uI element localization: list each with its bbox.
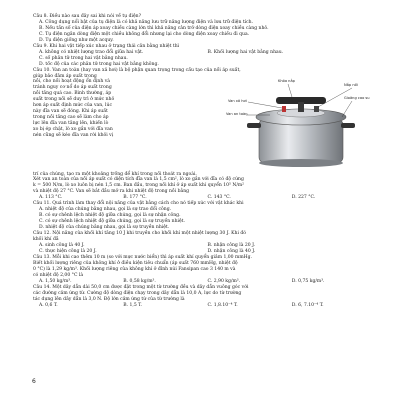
question-12-option-b: B. nhận công là 20 J. <box>207 242 255 248</box>
question-8-option-b: B. Nếu tần số của điện áp xoay chiều càng lớn thì khả năng cản trở dòng điện xoay chiều càng nhỏ. <box>39 25 269 31</box>
question-10-stem-line: trong nồi tăng cao sẽ làm cho áp <box>33 115 109 121</box>
right-side-handle <box>341 123 355 128</box>
question-11-stem: Câu 11. Quá trình làm thay đổi nội năng của vật bằng cách cho nó tiếp xúc với vật khác khi <box>33 201 244 207</box>
question-12-option-c: C. thực hiện công là 20 J. <box>39 248 97 254</box>
question-9-option-a: A. không có nhiệt lượng trao đổi giữa hai vật. <box>39 49 144 55</box>
question-14-stem-line: tác dụng lên dây dẫn là 3,0 N. Độ lớn cảm ứng từ của từ trường là <box>33 296 185 302</box>
question-13-option-d: D. 0,75 kg/m³. <box>291 278 325 284</box>
question-10-stem-line: trí của chúng, tạo ra một khoảng trống để khí trong nồi thoát ra ngoài. <box>33 171 197 177</box>
pressure-cooker-figure <box>226 75 376 171</box>
question-9-option-d: D. tốc độ của các phân tử trong hai vật bằng không. <box>39 61 159 67</box>
question-10-stem-line: tránh nguy cơ nổ do áp suất trong <box>33 85 112 91</box>
left-side-handle <box>247 123 261 128</box>
figure-label-valve: Van an toàn <box>226 111 248 116</box>
question-12-option-a: A. sinh công là 40 J. <box>39 242 85 248</box>
question-11-option-a: A. nhiệt độ của chúng bằng nhau, gọi là sự trao đổi công. <box>39 207 172 213</box>
question-8-option-a: A. Công dụng nổi bật của tụ điện là có khả năng lưu trữ năng lượng điện và lưu trữ điện tích. <box>39 19 254 25</box>
question-13-options <box>39 279 376 285</box>
question-10-stem-line: giúp bảo đảm áp suất trong <box>33 73 97 79</box>
question-10-stem-line: lực lên đĩa van tăng lên, khiến lò <box>33 121 109 127</box>
question-13-stem-line: Biết khối lượng riêng của không khí ở điều kiện tiêu chuẩn (áp suất 760 mmHg, nhiệt độ <box>33 260 238 266</box>
question-10-stem-line: xo bị ép chặt, lò xo gắn với đĩa van <box>33 127 113 133</box>
handle-stem <box>298 102 304 112</box>
question-8-option-c: C. Tụ điện ngăn dòng điện một chiều không đổi nhưng lại cho dòng điện xoay chiều đi qua. <box>39 31 250 37</box>
question-9-option-c: C. số phân tử trong hai vật bằng nhau. <box>39 55 128 61</box>
question-8-option-d: D. Tụ điện giống như một acquy. <box>39 37 114 43</box>
leader-handle <box>288 84 292 97</box>
question-10-stem-line: Câu 10. Van an toàn (hay van xả hơi) là bộ phận quan trọng trong cấu tạo của nồi áp suất, <box>33 67 241 73</box>
question-10-option-d: D. 227 °C. <box>291 195 316 201</box>
question-10-stem-line: hơn áp suất định mức của van, lúc <box>33 103 112 109</box>
question-11-option-b: B. có sự chênh lệch nhiệt độ giữa chúng, gọi là sự nhận công. <box>39 213 181 219</box>
question-10-stem-line: nồi tăng quá cao. Bình thường, áp <box>33 91 112 97</box>
question-13-option-a: A. 1,50 kg/m³. <box>39 278 72 284</box>
page-number: 6 <box>32 378 36 385</box>
question-8-stem: Câu 8. Điều nào sau đây sai khi nói về tụ điện? <box>33 14 142 19</box>
question-12-stem-line: khối khí đã <box>33 237 59 243</box>
question-11-option-d: D. nhiệt độ của chúng bằng nhau, gọi là sự truyền nhiệt. <box>39 225 170 231</box>
question-14-option-d: D. 6, 7.10⁻⁴ T. <box>291 302 324 308</box>
steam-outlet <box>282 106 286 112</box>
question-10-stem-line: và nhiệt độ 27 °C. Van sẽ bắt đầu mở ra khi nhiệt độ trong nồi bằng <box>33 189 190 195</box>
question-10-option-c: C. 143 °C. <box>207 195 231 201</box>
question-13-stem-line: Câu 13. Mỗi khi cao thêm 10 m (so với mực nước biển) thì áp suất khí quyển giảm 1,00 mmHg. <box>33 254 252 260</box>
figure-label-outlet: Van xả hơi <box>228 98 247 103</box>
question-9-option-b: B. Khối lượng hai vật bằng nhau. <box>207 49 284 55</box>
question-11-option-c: C. có sự chênh lệch nhiệt độ giữa chúng, gọi là sự truyền nhiệt. <box>39 219 185 225</box>
question-10-stem-line: nồi, cho nồi hoạt động ổn định và <box>33 79 111 85</box>
question-13-option-c: C. 2,90 kg/m³. <box>207 278 241 284</box>
question-13-stem-line: 0 °C) là 1,29 kg/m³. Khối lượng riêng của không khí ở đỉnh núi Fansipan cao 3 140 m và <box>33 266 236 272</box>
question-14-option-c: C. 1,8.10⁻⁴ T. <box>207 302 238 308</box>
question-14-stem-line: Câu 14. Một dây dẫn dài 50,0 cm được đặt trong một từ trường đều và dây dẫn vuông góc với <box>33 284 249 290</box>
question-10-stem-line: nén cũng sẽ kéo đĩa van rời khỏi vị <box>33 133 114 139</box>
question-14-option-a: A. 0,6 T. <box>39 302 58 308</box>
question-12-options-row-2 <box>39 249 376 255</box>
exam-page <box>33 14 376 308</box>
question-13-option-b: B. 0,58 kg/m³. <box>123 278 156 284</box>
figure-label-lid: Nắp nồi <box>344 82 358 87</box>
question-10-stem-line: Xét van an toàn của nồi áp suất có diện tích đĩa van là 1,5 cm², lò xo gắn với đĩa có độ cứng <box>33 177 244 183</box>
figure-label-ring: Gioăng cao su <box>344 95 370 100</box>
question-14-option-b: B. 1,5 T. <box>123 302 142 308</box>
leader-ring <box>342 101 352 117</box>
pot-body <box>259 119 343 163</box>
question-10-stem-line: k = 500 N/m, lò xo luôn bị nén 1,5 cm. Ban đầu, trong nồi khí ở áp suất khí quyển 10⁵ N/m² <box>33 183 244 189</box>
question-9-options-row-1 <box>39 50 376 56</box>
question-12-stem-line: Câu 12. Nội năng của khối khí tăng 10 J khi truyền cho khối khí một nhiệt lượng 30 J. Khi đó <box>33 231 247 237</box>
question-13-stem-line: có nhiệt độ 2,00 °C là <box>33 272 84 278</box>
question-14-stem-line: các đường cảm ứng từ. Cường độ dòng điện chạy trong dây dẫn là 10,0 A, lực do từ trường <box>33 290 242 296</box>
question-14-options <box>39 303 376 309</box>
question-10-option-a: A. 113 °C. <box>39 195 63 201</box>
pressure-cooker-illustration <box>226 75 376 171</box>
pot-base <box>259 159 343 167</box>
question-10-stem-line: này đĩa van sẽ đóng. Khi áp suất <box>33 109 108 115</box>
figure-label-handle: Khóa nắp <box>278 78 295 83</box>
question-9-stem: Câu 9. Khi hai vật tiếp xúc nhau ở trạng thái cân bằng nhiệt thì <box>33 43 180 49</box>
question-10-option-b: B. 177 °C. <box>123 195 147 201</box>
question-12-option-d: D. nhận công là 40 J. <box>207 248 256 254</box>
question-10-stem-line: suất trong nồi sẽ duy trì ở mức nhỏ <box>33 97 115 103</box>
